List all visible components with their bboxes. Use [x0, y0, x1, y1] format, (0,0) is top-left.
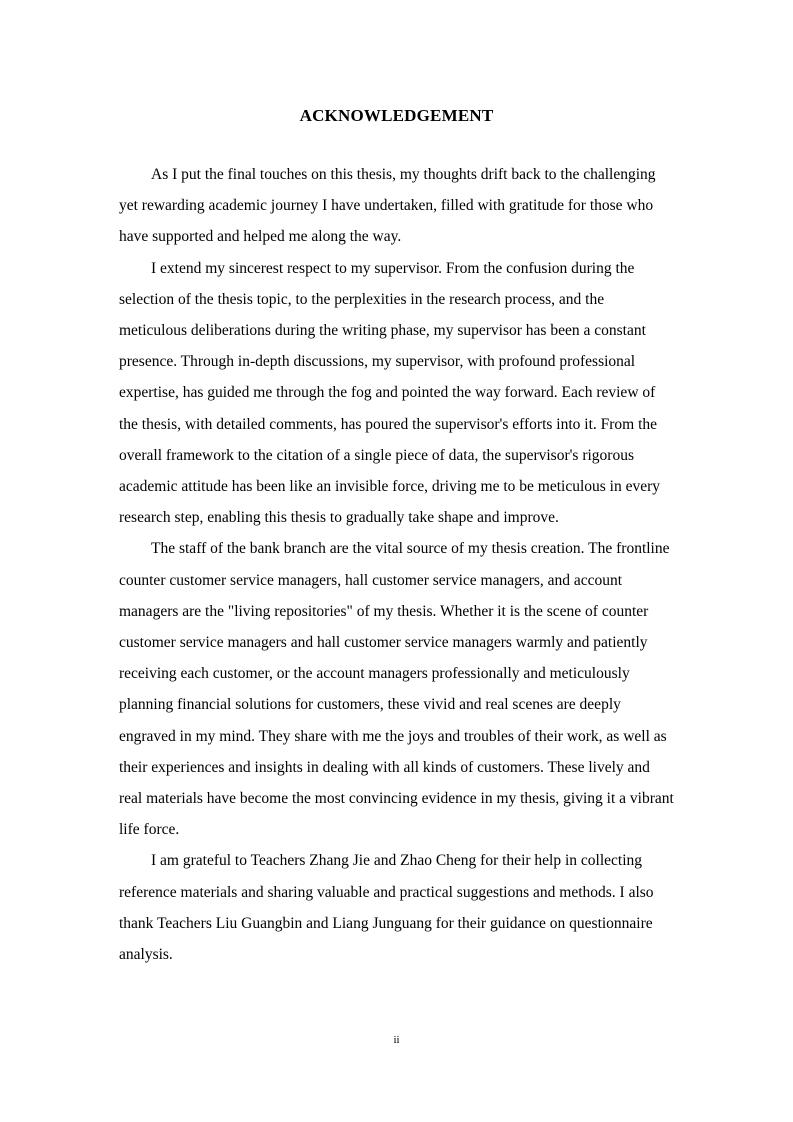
paragraph: I extend my sincerest respect to my supervisor. From the confusion during the selection of the thesis topic, to the perplexities in the research process, and the meticulous deliberations during the writing phase, my supervisor has been a constant presence. Through in-depth discussions, my supervisor, with profound professional expertise, has guided me through the fog and pointed the way forward. Each review of the thesis, with detailed comments, has poured the supervisor's efforts into it. From the overall framework to the citation of a single piece of data, the supervisor's rigorous academic attitude has been like an invisible force, driving me to be meticulous in every research step, enabling this thesis to gradually take shape and improve.: [119, 259, 661, 527]
page-number: ii: [393, 1034, 400, 1046]
paragraph: As I put the final touches on this thesis, my thoughts drift back to the challenging yet rewarding academic journey I have undertaken, filled with gratitude for those who have supported and helped me along the way.: [119, 166, 656, 246]
page-title: ACKNOWLEDGEMENT: [299, 106, 494, 125]
paragraph: The staff of the bank branch are the vital source of my thesis creation. The frontline counter customer service managers, hall customer service managers, and account managers are the "living repositories" of my thesis. Whether it is the scene of counter customer service managers and hall customer service managers warmly and patiently receiving each customer, or the account managers professionally and meticulously planning financial solutions for customers, these vivid and real scenes are deeply engraved in my mind. They share with me the joys and troubles of their work, as well as their experiences and insights in dealing with all kinds of customers. These lively and real materials have become the most convincing evidence in my thesis, giving it a vibrant life force.: [119, 540, 674, 839]
acknowledgement-body: [119, 159, 675, 970]
paragraph: I am grateful to Teachers Zhang Jie and Zhao Cheng for their help in collecting reference materials and sharing valuable and practical suggestions and methods. I also thank Teachers Liu Guangbin and Liang Junguang for their guidance on questionnaire analysis.: [119, 852, 654, 964]
